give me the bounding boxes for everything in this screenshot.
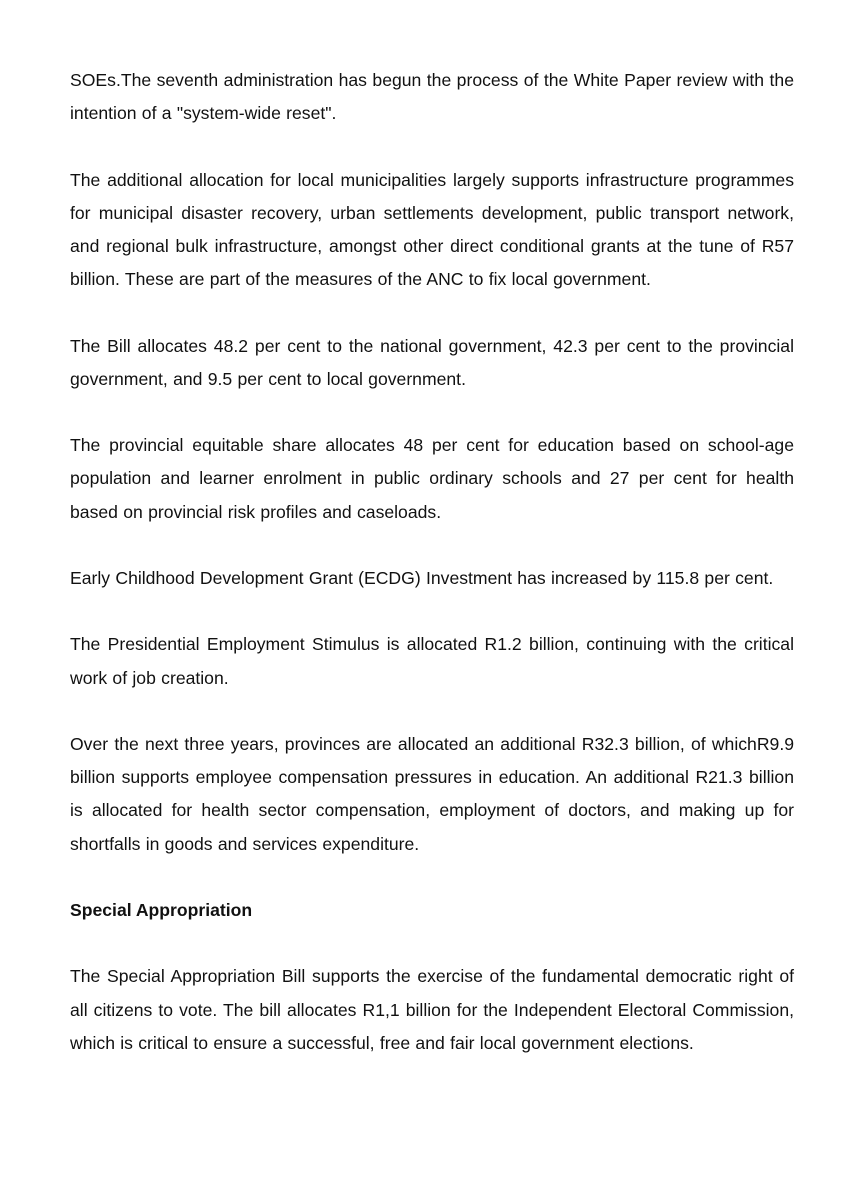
section-heading-special-appropriation: Special Appropriation [70,899,253,920]
paragraph-employment-stimulus: The Presidential Employment Stimulus is allocated R1.2 billion, continuing with the critical work of job creation. [70,634,794,688]
paragraph-soes-review: SOEs.The seventh administration has begun the process of the White Paper review with the intention of a "system-wide reset". [70,70,794,124]
paragraph-special-appropriation-bill: The Special Appropriation Bill supports the exercise of the fundamental democratic right of all citizens to vote. The bill allocates R1,1 billion for the Independent Electoral Commission, which is critical to ensure a successful, free and fair local government elections. [70,966,794,1053]
paragraph-provincial-equitable-share: The provincial equitable share allocates 48 per cent for education based on school-age population and learner enrolment in public ordinary schools and 27 per cent for health based on provincial risk profiles and caseloads. [70,435,794,522]
paragraph-ecdg-investment: Early Childhood Development Grant (ECDG) Investment has increased by 115.8 per cent. [70,567,774,588]
paragraph-provinces-additional-allocation: Over the next three years, provinces are allocated an additional R32.3 billion, of whichR9.9 billion supports employee compensation pressures in education. An additional R21.3 billion is allocated for health sector compensation, employment of doctors, and making up for shortfalls in goods and services expenditure. [70,733,794,854]
paragraph-bill-allocation: The Bill allocates 48.2 per cent to the national government, 42.3 per cent to the provincial government, and 9.5 per cent to local government. [70,335,794,389]
paragraph-local-municipalities: The additional allocation for local municipalities largely supports infrastructure programmes for municipal disaster recovery, urban settlements development, public transport network, and regional bulk infrastructure, amongst other direct conditional grants at the tune of R57 billion. These are part of the measures of the ANC to fix local government. [70,169,794,290]
